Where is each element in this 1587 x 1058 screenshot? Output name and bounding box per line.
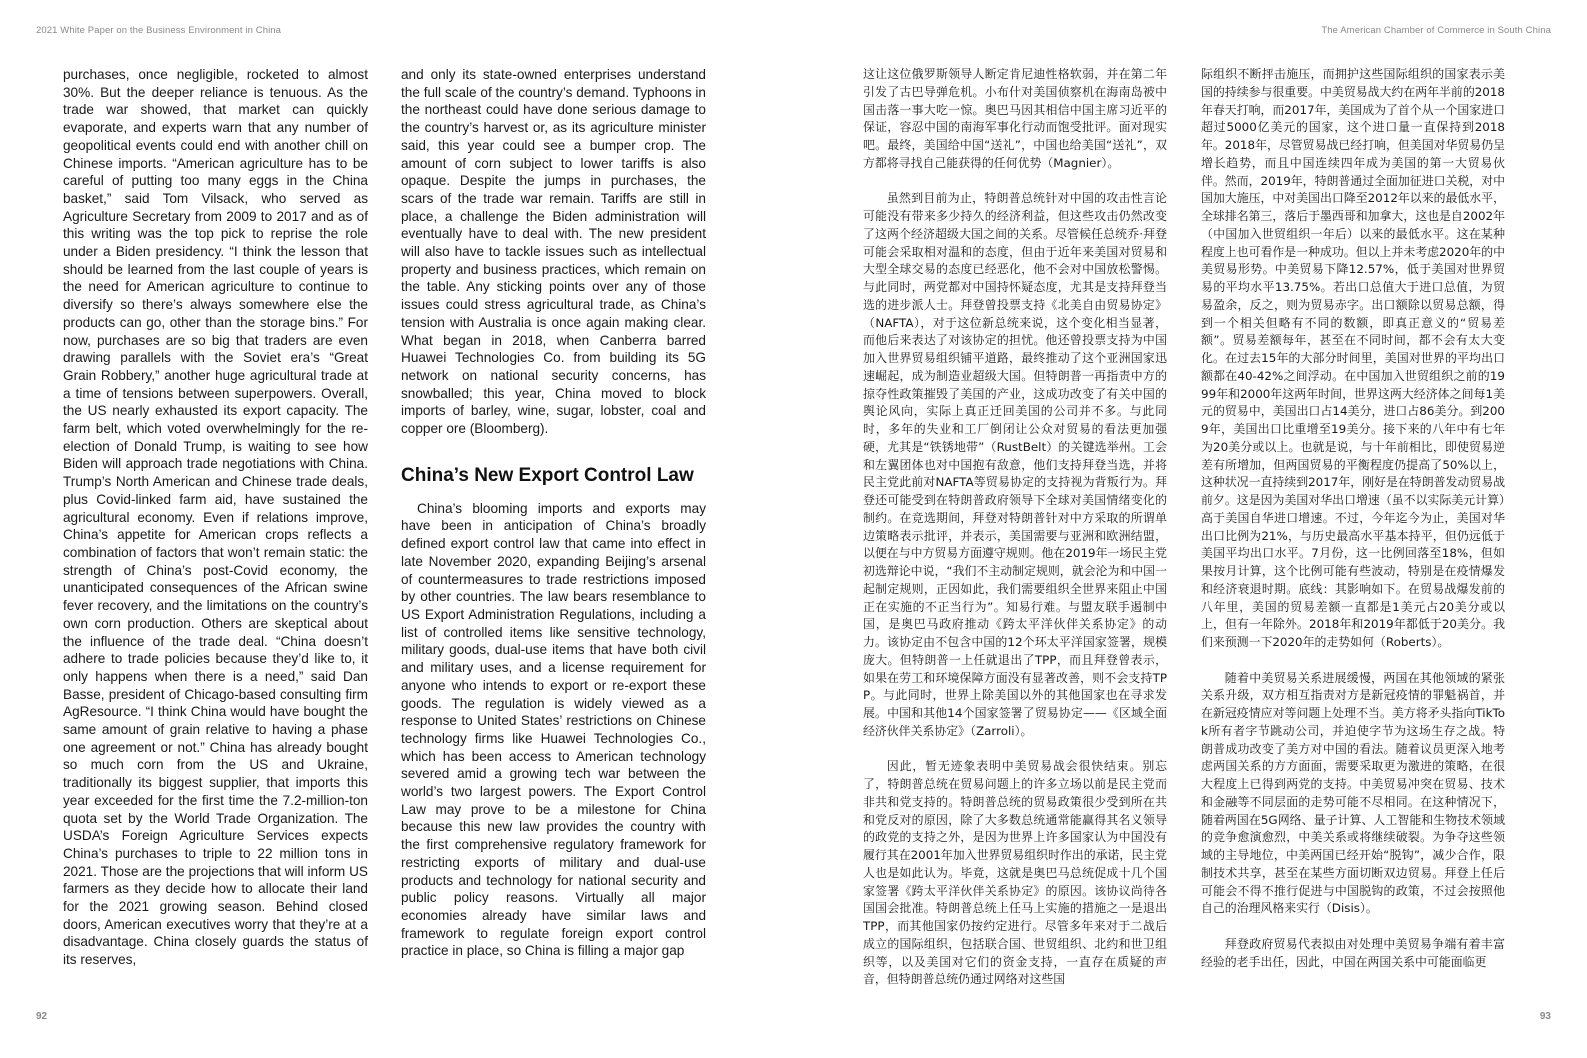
chinese-paragraph: 拜登政府贸易代表拟由对处理中美贸易争端有着丰富经验的老手出任，因此，中国在两国关系中可能面临更 [1201,936,1505,969]
chinese-paragraph: 虽然到目前为止，特朗普总统针对中国的攻击性言论可能没有带来多少持久的经济利益，但这些攻击仍然改变了这两个经济超级大国之间的关系。尽管候任总统乔·拜登可能会采取相对温和的态度，但由于近年来美国对贸易和大型全球交易的态度已经恶化，他不会对中国放松警惕。与此同时，两党都对中国持怀疑态度，尤其是支持拜登当选的进步派人士。拜登曾投票支持《北美自由贸易协定》（NAFTA），对于这位新总统来说，这个变化相当显著，而他后来表达了对该协定的担忧。他还曾投票支持为中国加入世界贸易组织铺平道路，最终推动了这个亚洲国家迅速崛起，成为制造业超级大国。但特朗普一再指责中方的掠夺性政策摧毁了美国的产业，这成功改变了有关中国的舆论风向，实际上真正迁回美国的公司并不多。与此同时，多年的失业和工厂倒闭让公众对贸易的看法更加强硬，尤其是“铁锈地带”（RustBelt）的关键选举州。工会和左翼团体也对中国抱有敌意，他们支持拜登当选，并将民主党此前对NAFTA等贸易协定的支持视为背叛行为。拜登还可能受到在特朗普政府领导下全球对美国情绪变化的制约。在竞选期间，拜登对特朗普针对中方采取的所谓单边策略表示批评，并表示，美国需要与亚洲和欧洲结盟，以便在与中方贸易方面遵守规则。他在2019年一场民主党初选辩论中说，“我们不主动制定规则，就会沦为和中国一起制定规则，正因如此，我们需要组织全世界来阻止中国正在实施的不正当行为”。知易行难。与盟友联手遏制中国，是奥巴马政府推动《跨太平洋伙伴关系协定》的动力。该协定由不包含中国的12个环太平洋国家签署，规模庞大。但特朗普一上任就退出了TPP，而且拜登曾表示，如果在劳工和环境保障方面没有显著改善，则不会支持TPP。与此同时，世界上除美国以外的其他国家也在寻求发展。中国和其他14个国家签署了贸易协定——《区域全面经济伙伴关系协定》（Zarroli）。 [863,191,1167,738]
chinese-paragraph: 随着中美贸易关系进展缓慢，两国在其他领域的紧张关系升级，双方相互指责对方是新冠疫情的罪魁祸首，并在新冠疫情应对等问题上处理不当。美方将矛头指向TikTok所有者字节跳动公司，并迫使字节为这场生存之战。特朗普成功改变了美方对中国的看法。随着议员更深入地考虑两国关系的方方面面，需要采取更为激进的策略，在很大程度上已得到两党的支持。中美贸易冲突在贸易、技术和金融等不同层面的走势可能不尽相同。在这种情况下，随着两国在5G网络、量子计算、人工智能和生物技术领域的竞争愈演愈烈，中美关系或将继续破裂。为争夺这些领域的主导地位，中美两国已经开始“脱钩”，减少合作，限制技术共享，甚至在某些方面切断双边贸易。拜登上任后可能会不得不推行促进与中国脱钩的政策，不过会按照他自己的治理风格来实行（Disis）。 [1201,670,1505,916]
running-head-left: 2021 White Paper on the Business Environment in China [36,25,282,36]
left-column-1 [63,66,368,970]
right-column-2 [1201,66,1505,970]
body-paragraph: purchases, once negligible, rocketed to almost 30%. But the deeper reliance is tenuous. As the trade war showed, that market can quickly evaporate, and experts warn that any number of geopolitical events could end with another chill on Chinese imports. “American agriculture has to be careful of putting too many eggs in the China basket,” said Tom Vilsack, who served as Agriculture Secretary from 2009 to 2017 and as of this writing was the top pick to reprise the role under a Biden presidency. “I think the lesson that should be learned from the last couple of years is the need for American agriculture to continue to diversify so there’s always somewhere else the products can go, other than the storage bins.” For now, purchases are so big that traders are even drawing parallels with the Soviet era’s “Great Grain Robbery,” another huge agricultural trade at a time of tensions between superpowers. Overall, the US nearly exhausted its export capacity. The farm belt, which voted overwhelmingly for the re-election of Donald Trump, is waiting to see how Biden will approach trade negotiations with China. Trump’s North American and Chinese trade deals, plus Covid-linked farm aid, have sustained the agricultural economy. Even if relations improve, China’s appetite for American crops reflects a combination of factors that won’t remain static: the strength of China’s post-Covid economy, the unanticipated consequences of the African swine fever recovery, and the limitations on the country’s own corn production. Others are skeptical about the influence of the trade deal. “China doesn’t adhere to trade policies because they’d like to, it only happens when there is a need,” said Dan Basse, president of Chicago-based consulting firm AgResource. “I think China would have bought the same amount of grain relative to having a phase one agreement or not.” China has already bought so much corn from the US and Ukraine, traditionally its biggest supplier, that imports this year exceeded for the first time the 7.2-million-ton quota set by the World Trade Organization. The USDA’s Foreign Agriculture Services expects China’s purchases to triple to 22 million tons in 2021. Those are the projections that will inform US farmers as they decide how to allocate their land for the 2021 growing season. Behind closed doors, American executives worry that they’re at a disadvantage. China closely guards the status of its reserves, [63,67,368,968]
left-page [0,0,793,1058]
chinese-paragraph: 因此，暂无迹象表明中美贸易战会很快结束。别忘了，特朗普总统在贸易问题上的许多立场以前是民主党而非共和党支持的。特朗普总统的贸易政策很少受到所在共和党反对的原因，除了大多数总统通常能赢得其名义领导的政党的支持之外，是因为世界上许多国家认为中国没有履行其在2001年加入世界贸易组织时作出的承诺，民主党人也是如此认为。毕竟，这就是奥巴马总统促成十几个国家签署《跨太平洋伙伴关系协定》的原因。该协议尚待各国国会批准。特朗普总统上任马上实施的措施之一是退出TPP，而其他国家仍按约定进行。尽管多年来对于二战后成立的国际组织，包括联合国、世贸组织、北约和世卫组织等，以及美国对它们的资金支持，一直存在质疑的声音，但特朗普总统仍通过网络对这些国 [863,759,1167,987]
body-paragraph: and only its state-owned enterprises understand the full scale of the country’s demand. Typhoons in the northeast could have done serious damage to the country’s harvest or, as its agriculture minister said, this year could see a bumper crop. The amount of corn subject to lower tariffs is also opaque. Despite the jumps in purchases, the scars of the trade war remain. Tariffs are still in place, a challenge the Biden administration will eventually have to deal with. The new president will also have to tackle issues such as intellectual property and business practices, which remain on the table. Any sticking points over any of those issues could stress agricultural trade, as China’s tension with Australia is once again making clear. What began in 2018, when Canberra barred Huawei Technologies Co. from building its 5G network on national security concerns, has snowballed; this year, China moved to block imports of barley, wine, sugar, lobster, coal and copper ore (Bloomberg). [401,67,706,437]
running-head-right: The American Chamber of Commerce in South China [1321,25,1551,36]
section-heading: China’s New Export Control Law [401,464,694,486]
left-column-2 [401,66,706,970]
page-number-left: 92 [36,1011,48,1022]
right-column-1 [863,66,1167,987]
chinese-paragraph: 际组织不断抨击施压，而拥护这些国际组织的国家表示美国的持续参与很重要。中美贸易战大约在两年半前的2018年春天打响，而2017年，美国成为了首个从一个国家进口超过5000亿美元的国家，这个进口量一直保持到2018年。2018年，尽管贸易战已经打响，但美国对华贸易仍呈增长趋势，而且中国连续四年成为美国的第一大贸易伙伴。然而，2019年，特朗普通过全面加征进口关税，对中国加大施压，中对美国出口降至2012年以来的最低水平，全球排名第三，落后于墨西哥和加拿大，这也是自2002年（中国加入世贸组织一年后）以来的最低水平。这在某种程度上也可看作是一种成功。但以上并未考虑2020年的中美贸易形势。中美贸易下降12.57%，低于美国对世界贸易的平均水平13.75%。若出口总值大于进口总值，为贸易盈余，反之，则为贸易赤字。出口额除以贸易总额，得到一个相关但略有不同的数额，即真正意义的“贸易差额”。贸易差额每年，甚至在不同时间，都不会有太大变化。在过去15年的大部分时间里，美国对世界的平均出口额都在40-42%之间浮动。在中国加入世贸组织之前的1999年和2000年这两年时间，世界这两大经济体之间每1美元的贸易中，美国出口占14美分，进口占86美分。到2009年，美国出口比重增至19美分。接下来的八年中有七年为20美分或以上。也就是说，与十年前相比，即使贸易逆差有所增加，但两国贸易的平衡程度仍提高了50%以上，这种状况一直持续到2017年，刚好是在特朗普发动贸易战前夕。这是因为美国对华出口增速（虽不以实际美元计算）高于美国自华进口增速。不过，今年迄今为止，美国对华出口比例为21%，与历史最高水平基本持平，但仍远低于美国平均出口水平。7月份，这一比例回落至18%，但如果按月计算，这个比例可能有些波动，特别是在疫情爆发和经济衰退时期。底线：其影响如下。在贸易战爆发前的八年里，美国的贸易差额一直都是1美元占20美分或以上，但有一年除外。2018年和2019年都低于20美分。我们来预测一下2020年的走势如何（Roberts）。 [1201,67,1505,649]
body-paragraph: China’s blooming imports and exports may have been in anticipation of China’s broadly defined export control law that came into effect in late November 2020, expanding Beijing’s arsenal of countermeasures to trade restrictions imposed by other countries. The law bears resemblance to US Export Administration Regulations, including a list of controlled items like sensitive technology, military goods, dual-use items that have both civil and military uses, and a license requirement for anyone who intends to export or re-export these goods. The regulation is widely viewed as a response to United States’ restrictions on Chinese technology firms like Huawei Technologies Co., which has been access to American technology severed amid a growing tech war between the world’s two largest powers. The Export Control Law may prove to be a milestone for China because this new law provides the country with the first comprehensive regulatory framework for restricting exports of military and dual-use products and technology for national security and public policy reasons. Virtually all major economies already have similar laws and framework to regulate foreign export control practice in place, so China is filling a major gap [401,500,706,959]
chinese-paragraph: 这让这位俄罗斯领导人断定肯尼迪性格软弱，并在第二年引发了古巴导弹危机。小布什对美国侦察机在海南岛被中国击落一事大吃一惊。奥巴马因其相信中国主席习近平的保证，容忍中国的南海军事化行动而饱受批评。面对现实吧。最终，美国给中国“送礼”，中国也给美国“送礼”，双方都将寻找自己能获得的任何优势（Magnier）。 [863,67,1167,170]
right-page [794,0,1587,1058]
page-number-right: 93 [1539,1011,1551,1022]
